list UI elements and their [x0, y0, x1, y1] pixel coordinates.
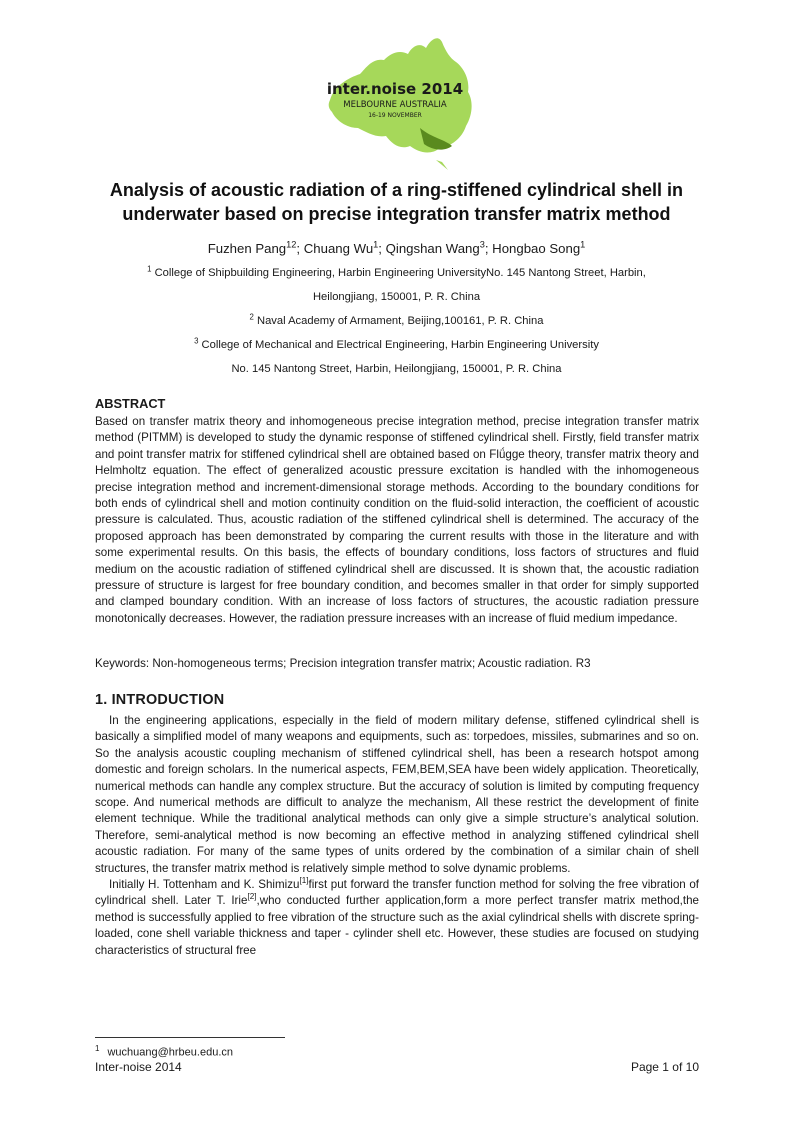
abstract-body: Based on transfer matrix theory and inhomogeneous precise integration method, precise integration transfer matrix method (PITMM) is developed to study the dynamic response of stiffened cylindrical shell. Firstly, field transfer matrix and point transfer matrix for stiffened cylindrical shell are obtained based on Flǘgge theory, transfer matrix theory and Helmholtz equation. The effect of generalized acoustic pressure excitation is handled with the inhomogeneous precise integration method and increment-dimensional storage methods. According to the boundary conditions for both ends of cylindrical shell and motion continuity condition on the fluid-solid interaction, the coefficient of acoustic pressure is calculated. Thus, acoustic radiation of the stiffened cylindrical shell is determined. The accuracy of the proposed approach has been demonstrated by comparing the current results with those in the literature and with some experimental results. On this basis, the effects of boundary conditions, loss factors of structures and fluid medium on the acoustic radiation of stiffened cylindrical shell are discussed. It is shown that, the acoustic radiation pressure of structure is largest for free boundary condition, and becomes smaller in that order for simply supported and clamped boundary condition. With an increase of loss factors of structures, the acoustic radiation pressure monotonically decreases. However, the radiation pressure increases with an increase of fluid medium impedance. — [95, 415, 699, 625]
intro-p2-part-c: ,who conducted further application,form a more perfect transfer matrix method,the method is successfully applied to free vibration of the structure such as the axial cylindrical shells with discrete spring-loaded, cone shell variable thickness and taper - cylinder shell etc. However, these studies are focused on studying characteristics of structural free — [95, 894, 700, 957]
affiliation-1-marker: 1 — [147, 264, 152, 274]
footnote-marker: 1 — [95, 1044, 100, 1053]
author-name: Chuang Wu — [303, 241, 374, 256]
australia-map-icon — [300, 28, 490, 178]
intro-p2-part-b: first put forward the transfer function method for solving the free vibration of cylindrical shell. Later T. Irie — [95, 878, 699, 908]
author-separator: ; — [484, 241, 493, 256]
affiliation-1-cont — [60, 289, 733, 305]
keywords: Keywords: Non-homogeneous terms; Precision integration transfer matrix; Acoustic radiation. R3 — [95, 657, 591, 670]
logo-name: inter.noise 2014 — [326, 80, 464, 98]
introduction-body — [95, 713, 699, 959]
author-separator: ; — [378, 241, 386, 256]
affiliation-3-cont — [60, 361, 733, 377]
introduction-heading: 1. INTRODUCTION — [95, 692, 225, 708]
reference-1-marker: [1] — [299, 876, 309, 886]
footnote-divider — [95, 1037, 285, 1038]
author-affiliation-marker: 3 — [479, 239, 485, 250]
affiliation-1 — [60, 265, 733, 281]
logo-location: MELBOURNE AUSTRALIA — [343, 100, 447, 110]
intro-paragraph-2 — [95, 877, 699, 959]
affiliation-3-marker: 3 — [194, 336, 199, 346]
paper-title — [60, 178, 733, 226]
author-name: Hongbao Song — [492, 241, 581, 256]
author-list — [60, 240, 733, 258]
footer-conference: Inter-noise 2014 — [95, 1060, 182, 1074]
affiliation-3-line-1: College of Mechanical and Electrical Engineering, Harbin Engineering University — [201, 339, 599, 351]
page-number: Page 1 of 10 — [630, 1060, 699, 1074]
title-line-2: underwater based on precise integration transfer matrix method — [122, 204, 671, 224]
reference-2-marker: [2] — [247, 892, 257, 902]
logo-dates: 16-19 NOVEMBER — [368, 112, 422, 119]
affiliation-2-line-1: Naval Academy of Armament, Beijing,100161, P. R. China — [256, 315, 544, 327]
footnote — [95, 1044, 233, 1059]
affiliation-1-line-2: Heilongjiang, 150001, P. R. China — [312, 291, 481, 303]
author-affiliation-marker: 1 — [373, 239, 379, 250]
author-affiliation-marker: 12 — [286, 239, 297, 250]
abstract-heading: ABSTRACT — [95, 396, 166, 411]
title-line-1: Analysis of acoustic radiation of a ring-stiffened cylindrical shell in — [109, 180, 684, 200]
author-affiliation-marker: 1 — [580, 239, 586, 250]
affiliation-2 — [60, 313, 733, 329]
author-separator: ; — [296, 241, 304, 256]
author-name: Fuzhen Pang — [207, 241, 287, 256]
conference-logo — [300, 28, 490, 178]
author-name: Qingshan Wang — [385, 241, 480, 256]
affiliation-3-line-2: No. 145 Nantong Street, Harbin, Heilongjiang, 150001, P. R. China — [231, 363, 562, 375]
affiliation-3 — [60, 337, 733, 353]
footnote-email[interactable]: wuchuang@hrbeu.edu.cn — [107, 1046, 233, 1059]
intro-paragraph-1: In the engineering applications, especially in the field of modern military defense, stiffened cylindrical shell is basically a simplified model of many weapons and equipments, such as: torpedoes, missiles, submarines and so on. So the analysis acoustic coupling mechanism of stiffened cylindrical shell, has been a research hotspot among domestic and foreign scholars. In the numerical aspects, FEM,BEM,SEA have been widely application. Theoretically, numerical methods can handle any complex structure. But the accuracy of solution is limited by computing frequency scope. And numerical methods are difficult to analyze the mechanism, All these restrict the development of finite element technique. While the traditional analytical methods can only give a simple structure’s analytical solution. Therefore, semi-analytical method is now becoming an effective method in analyzing stiffened cylindrical shell acoustic radiation. For many of the same types of units ordered by the combination of a similar chain of shell structures, the transfer matrix method is relatively simple method to solve dynamic problems. — [95, 714, 699, 875]
affiliation-1-line-1: College of Shipbuilding Engineering, Harbin Engineering UniversityNo. 145 Nantong Street, Harbin, — [154, 267, 646, 279]
intro-p2-part-a: Initially H. Tottenham and K. Shimizu — [109, 878, 300, 892]
affiliation-2-marker: 2 — [249, 312, 254, 322]
